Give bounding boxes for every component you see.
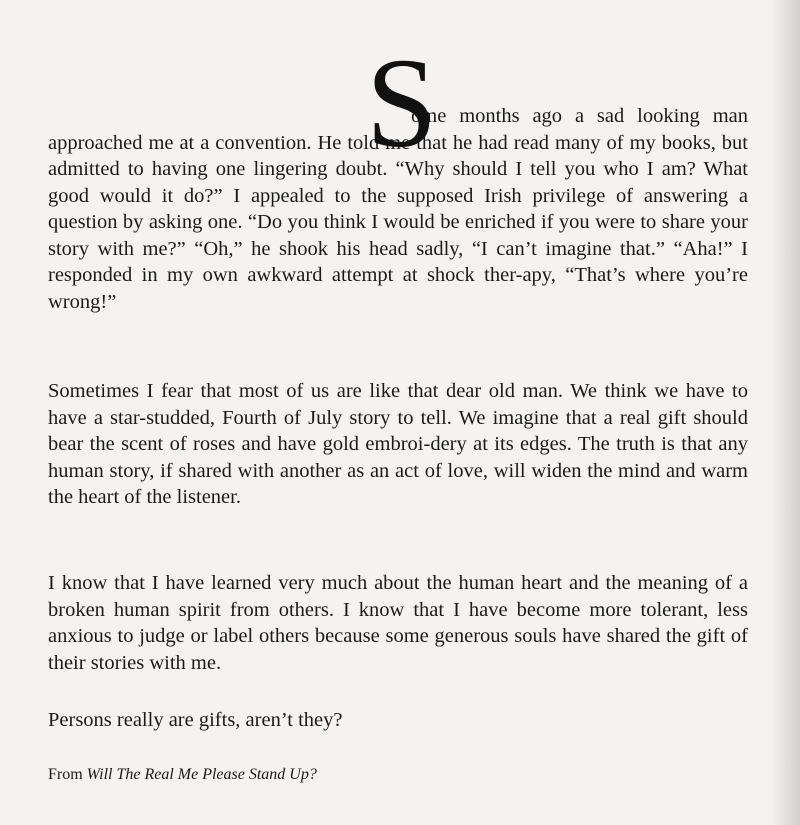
page-edge-shadow	[770, 0, 800, 825]
paragraph-1-body: man approached me at a convention. He told me that he had read many of my books, but admitted to having one lingering doubt. “Why should I tell you who I am? What good would it do?” I appealed to the supposed Irish privilege of answering a question by asking one. “Do you think I would be enriched if you were to share your story with me?” “Oh,” he shook his head sadly, “I can’t imagine that.” “Aha!” I responded in my own awkward attempt at shock ther-apy, “That’s where you’re wrong!”	[48, 105, 748, 313]
paragraph-2: Sometimes I fear that most of us are like that dear old man. We think we have to have a star-studded, Fourth of July story to tell. We imagine that a real gift should bear the scent of roses and have gold embroi-dery at its edges. The truth is that any human story, if shared with another as an act of love, will widen the mind and warm the heart of the listener.	[48, 380, 748, 508]
paragraph-4: Persons really are gifts, aren’t they?	[48, 709, 343, 731]
paragraph-3: I know that I have learned very much about the human heart and the meaning of a broken human spirit from others. I know that I have become more tolerant, less anxious to judge or label others because some generous souls have shared the gift of their stories with me.	[48, 572, 748, 674]
source-citation	[48, 766, 317, 784]
book-page	[48, 32, 748, 783]
drop-cap: S	[366, 32, 438, 174]
source-title: Will The Real Me Please Stand Up?	[86, 766, 317, 783]
paragraph-1-first-line: ome months ago a sad looking	[411, 105, 700, 127]
source-prefix: From	[48, 766, 87, 783]
paragraph-1	[48, 32, 748, 315]
